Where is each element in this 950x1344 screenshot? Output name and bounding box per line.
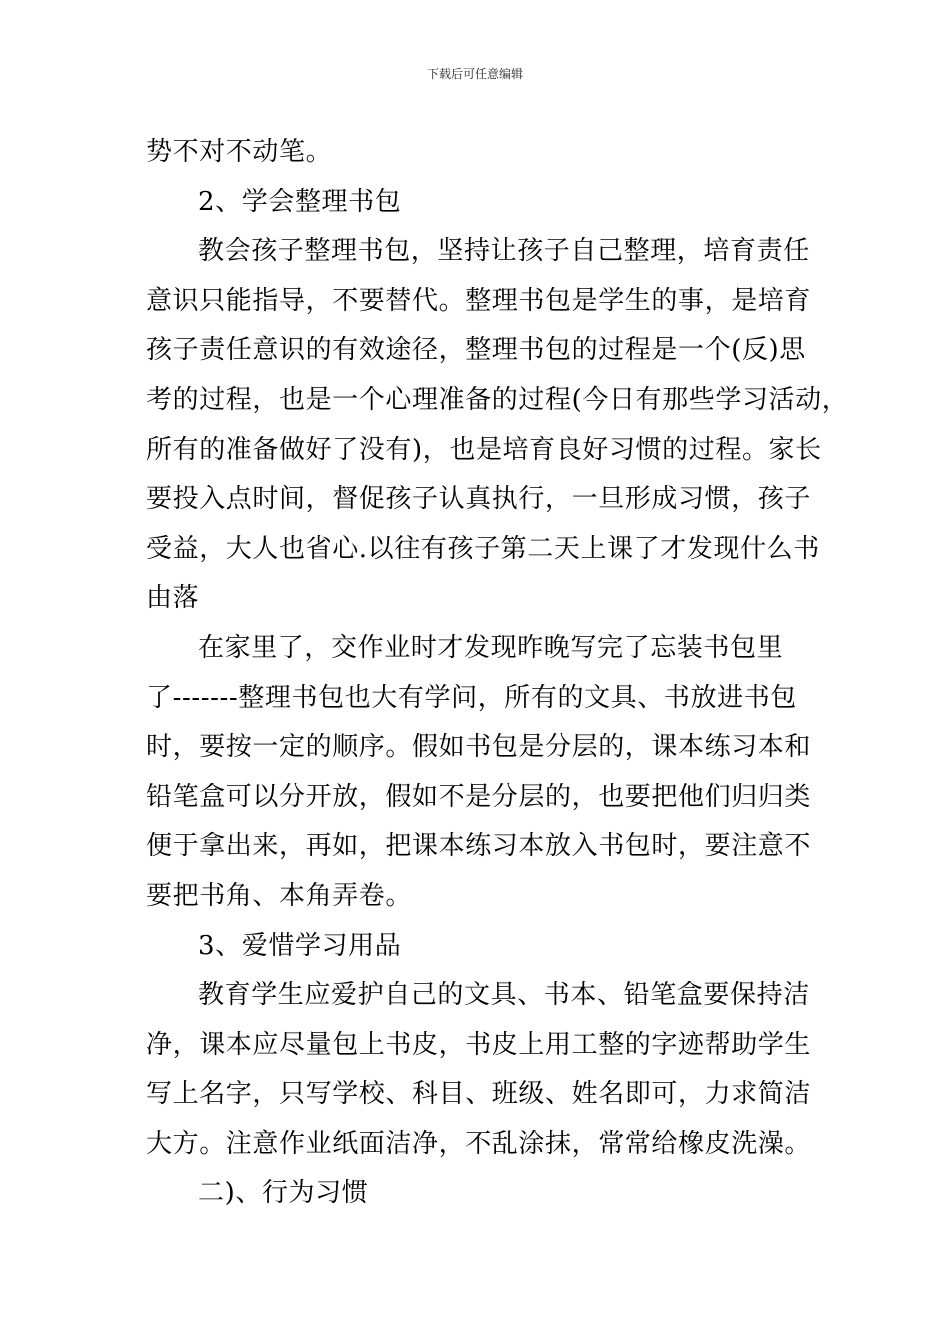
text-line: 势不对不动笔。 bbox=[146, 137, 333, 167]
text-line: 由落 bbox=[146, 583, 200, 614]
text-line: 教会孩子整理书包，坚持让孩子自己整理，培育责任 bbox=[198, 236, 810, 267]
text-line: 大方。注意作业纸面洁净，不乱涂抹，常常给橡皮洗澡。 bbox=[146, 1128, 812, 1159]
text-line: 铅笔盒可以分开放，假如不是分层的，也要把他们归归类 bbox=[146, 781, 812, 812]
text-line: 在家里了，交作业时才发现昨晚写完了忘装书包里 bbox=[198, 632, 784, 663]
text-line: 意识只能指导，不要替代。整理书包是学生的事，是培育 bbox=[146, 285, 812, 316]
text-line: 所有的准备做好了没有)，也是培育良好习惯的过程。家长 bbox=[146, 434, 822, 465]
text-line: 考的过程，也是一个心理准备的过程(今日有那些学习活动， bbox=[146, 384, 849, 415]
text-line: 要投入点时间，督促孩子认真执行，一旦形成习惯，孩子 bbox=[146, 484, 812, 515]
text-line: 便于拿出来，再如，把课本练习本放入书包时，要注意不 bbox=[146, 831, 812, 862]
section-heading: 3、爱惜学习用品 bbox=[198, 930, 402, 961]
text-line: 净，课本应尽量包上书皮，书皮上用工整的字迹帮助学生 bbox=[146, 1029, 812, 1060]
text-line: 时，要按一定的顺序。假如书包是分层的，课本练习本和 bbox=[146, 732, 812, 763]
text-line: 教育学生应爱护自己的文具、书本、铅笔盒要保持洁 bbox=[198, 980, 810, 1011]
text-line: 写上名字，只写学校、科目、班级、姓名即可，力求简洁 bbox=[146, 1079, 812, 1110]
text-line: 了-------整理书包也大有学问，所有的文具、书放进书包 bbox=[146, 682, 797, 713]
section-heading: 2、学会整理书包 bbox=[198, 186, 402, 217]
text-line: 受益，大人也省心.以往有孩子第二天上课了才发现什么书 bbox=[146, 533, 820, 564]
text-line: 要把书角、本角弄卷。 bbox=[146, 880, 413, 911]
section-heading: 二)、行为习惯 bbox=[198, 1178, 369, 1209]
page-header: 下载后可任意编辑 bbox=[426, 67, 523, 81]
document-body bbox=[146, 128, 849, 1219]
text-line: 孩子责任意识的有效途径，整理书包的过程是一个(反)思 bbox=[146, 335, 806, 366]
